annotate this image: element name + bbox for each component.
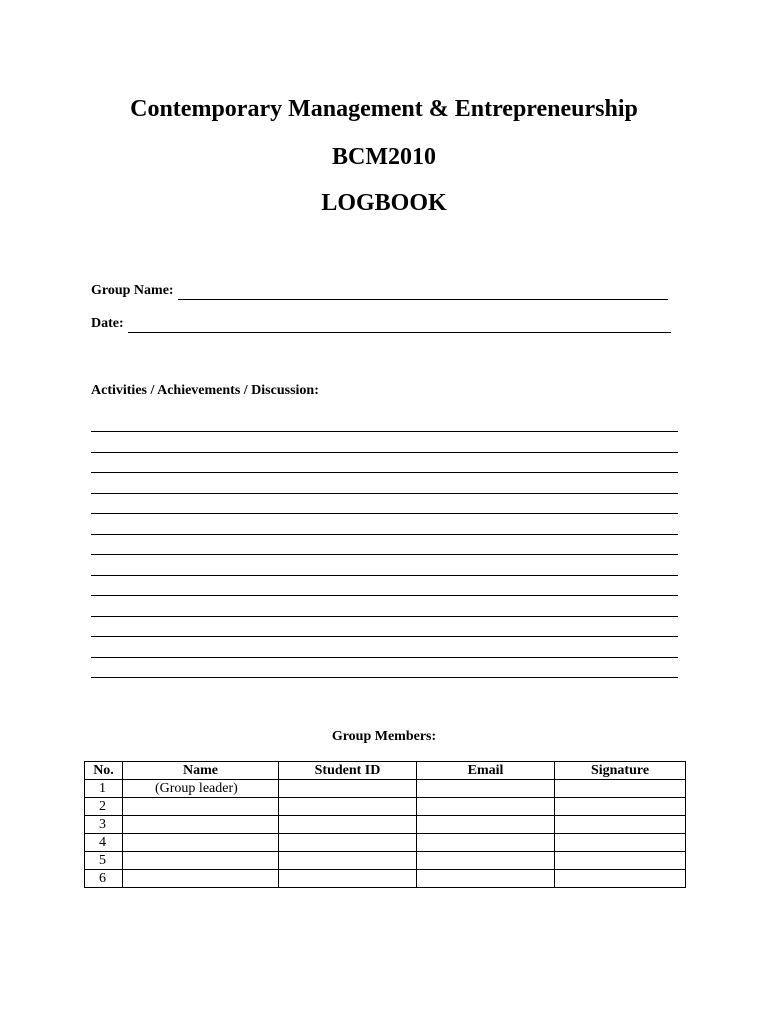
course-code: BCM2010: [332, 144, 436, 170]
cell-email[interactable]: [417, 834, 555, 852]
cell-email[interactable]: [417, 780, 555, 798]
cell-signature[interactable]: [555, 834, 686, 852]
document-title: Contemporary Management & Entrepreneurship: [130, 96, 638, 122]
table-row: [85, 798, 686, 816]
column-header-name: Name: [123, 762, 279, 780]
table-row: [85, 780, 686, 798]
column-header-email: Email: [417, 762, 555, 780]
writing-line[interactable]: [91, 472, 678, 473]
cell-name[interactable]: [123, 834, 279, 852]
writing-line[interactable]: [91, 452, 678, 453]
column-header-student-id: Student ID: [279, 762, 417, 780]
table-row: [85, 834, 686, 852]
cell-no: 4: [85, 834, 123, 852]
group-name-blank[interactable]: [178, 285, 668, 300]
cell-name[interactable]: [123, 798, 279, 816]
writing-line[interactable]: [91, 575, 678, 576]
writing-line[interactable]: [91, 493, 678, 494]
table-row: [85, 816, 686, 834]
column-header-signature: Signature: [555, 762, 686, 780]
cell-name[interactable]: [123, 870, 279, 888]
writing-line[interactable]: [91, 554, 678, 555]
cell-student-id[interactable]: [279, 816, 417, 834]
cell-no: 2: [85, 798, 123, 816]
writing-line[interactable]: [91, 534, 678, 535]
writing-line[interactable]: [91, 513, 678, 514]
writing-line[interactable]: [91, 677, 678, 678]
writing-line[interactable]: [91, 636, 678, 637]
cell-name[interactable]: [123, 852, 279, 870]
writing-line[interactable]: [91, 431, 678, 432]
cell-email[interactable]: [417, 816, 555, 834]
date-field: [91, 315, 671, 333]
cell-student-id[interactable]: [279, 870, 417, 888]
cell-no: 1: [85, 780, 123, 798]
cell-email[interactable]: [417, 870, 555, 888]
cell-name[interactable]: [123, 816, 279, 834]
cell-student-id[interactable]: [279, 780, 417, 798]
cell-no: 3: [85, 816, 123, 834]
cell-email[interactable]: [417, 798, 555, 816]
table-row: [85, 852, 686, 870]
cell-signature[interactable]: [555, 852, 686, 870]
cell-signature[interactable]: [555, 816, 686, 834]
group-members-label: Group Members:: [331, 729, 437, 744]
document-subtitle: LOGBOOK: [321, 190, 447, 216]
cell-signature[interactable]: [555, 798, 686, 816]
activities-label: Activities / Achievements / Discussion:: [91, 383, 319, 398]
writing-line[interactable]: [91, 595, 678, 596]
column-header-no: No.: [85, 762, 123, 780]
cell-student-id[interactable]: [279, 852, 417, 870]
cell-signature[interactable]: [555, 870, 686, 888]
cell-email[interactable]: [417, 852, 555, 870]
date-blank[interactable]: [128, 318, 671, 333]
cell-student-id[interactable]: [279, 798, 417, 816]
cell-no: 6: [85, 870, 123, 888]
table-header-row: [85, 762, 686, 780]
cell-signature[interactable]: [555, 780, 686, 798]
writing-line[interactable]: [91, 657, 678, 658]
cell-student-id[interactable]: [279, 834, 417, 852]
cell-no: 5: [85, 852, 123, 870]
group-name-label: Group Name:: [91, 283, 174, 298]
writing-line[interactable]: [91, 616, 678, 617]
group-members-table: [84, 761, 686, 888]
cell-name[interactable]: (Group leader): [123, 780, 279, 798]
group-name-field: [91, 282, 668, 300]
date-label: Date:: [91, 316, 124, 331]
table-row: [85, 870, 686, 888]
